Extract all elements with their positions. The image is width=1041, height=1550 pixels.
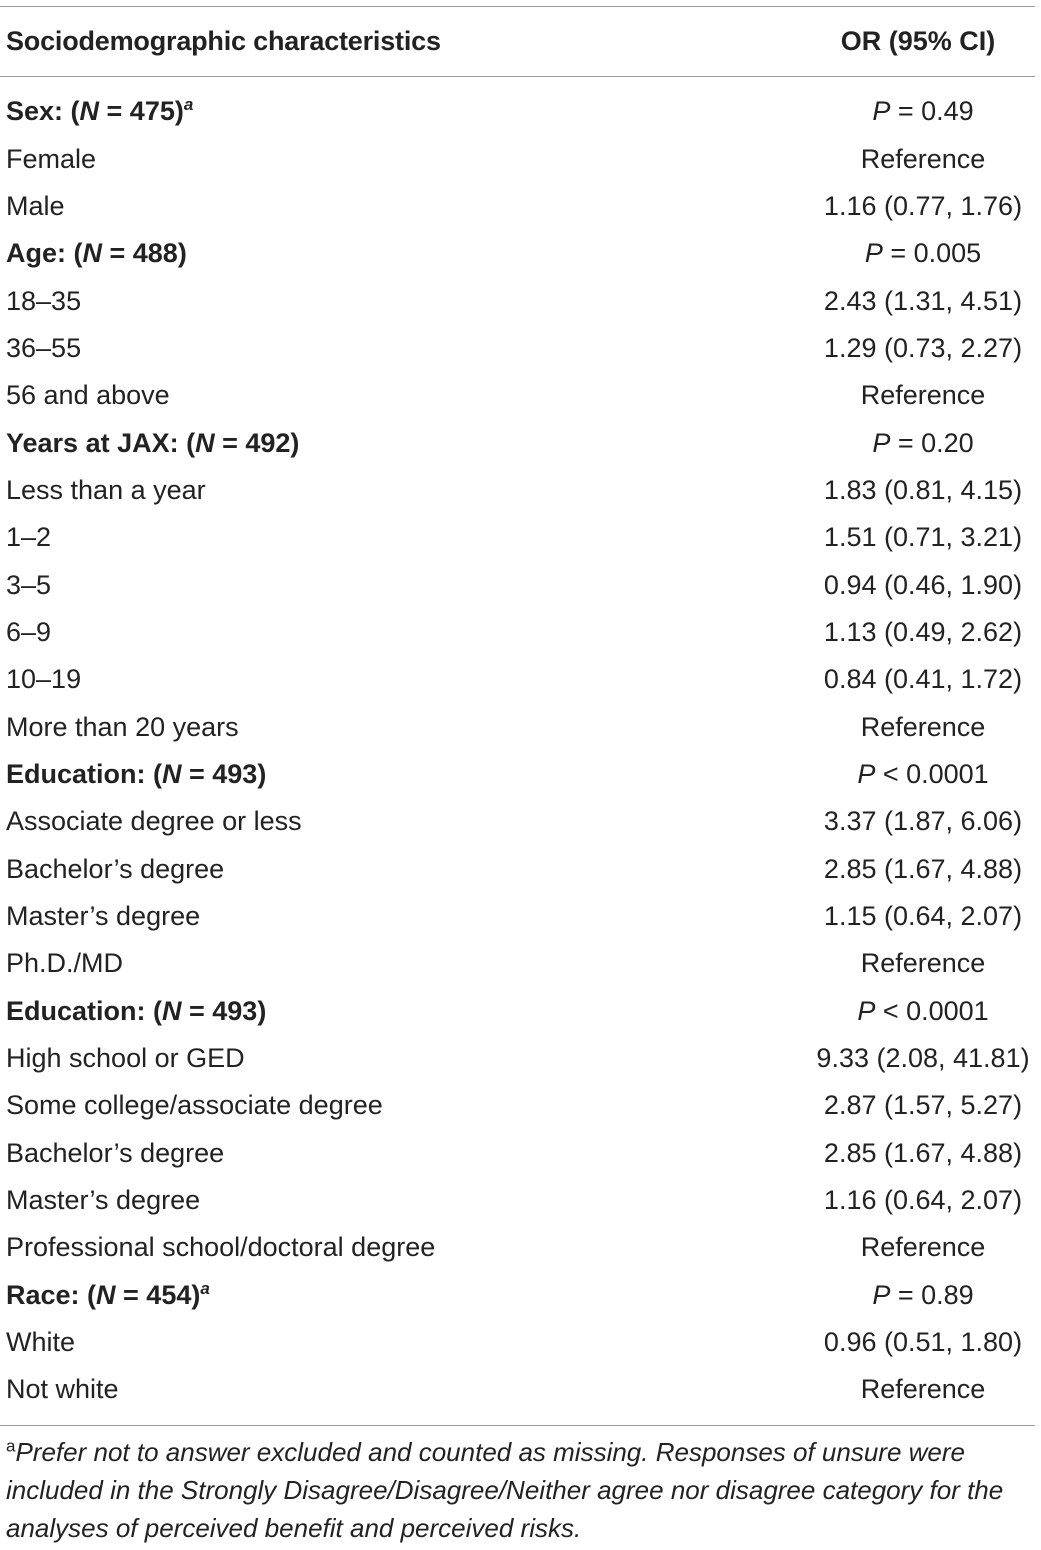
table-group-row bbox=[0, 1272, 1041, 1319]
table-row bbox=[0, 940, 1041, 987]
group-p-value: P < 0.0001 bbox=[857, 995, 989, 1026]
table-row bbox=[0, 135, 1041, 182]
row-label: Female bbox=[6, 143, 97, 174]
group-p-value: P = 0.89 bbox=[872, 1279, 974, 1310]
table-row bbox=[0, 609, 1041, 656]
row-label: 3–5 bbox=[6, 569, 52, 600]
group-p-value: P = 0.49 bbox=[872, 96, 974, 127]
table-row bbox=[0, 277, 1041, 324]
table-row bbox=[0, 1224, 1041, 1271]
group-label: Years at JAX: (N = 492) bbox=[6, 427, 300, 458]
table-row bbox=[0, 798, 1041, 845]
row-label: Not white bbox=[6, 1374, 119, 1405]
table-row bbox=[0, 1177, 1041, 1224]
table-row bbox=[0, 561, 1041, 608]
group-p-value: P < 0.0001 bbox=[857, 758, 989, 789]
row-label: Ph.D./MD bbox=[6, 948, 124, 979]
group-label: Education: (N = 493) bbox=[6, 995, 267, 1026]
row-odds-ratio: Reference bbox=[860, 948, 986, 979]
footnote-ref: a bbox=[200, 1278, 210, 1298]
row-odds-ratio: Reference bbox=[860, 143, 986, 174]
table-row bbox=[0, 1130, 1041, 1177]
row-odds-ratio: 1.83 (0.81, 4.15) bbox=[823, 474, 1023, 505]
table-header bbox=[6, 20, 1035, 62]
table-row bbox=[0, 514, 1041, 561]
row-label: 18–35 bbox=[6, 285, 82, 316]
group-label: Education: (N = 493) bbox=[6, 758, 267, 789]
row-label: Master’s degree bbox=[6, 1185, 201, 1216]
footnote-ref: a bbox=[183, 95, 194, 115]
row-label: 10–19 bbox=[6, 664, 82, 695]
table-row bbox=[0, 1319, 1041, 1366]
table-row bbox=[0, 893, 1041, 940]
row-label: 6–9 bbox=[6, 616, 52, 647]
row-odds-ratio: 2.87 (1.57, 5.27) bbox=[823, 1090, 1023, 1121]
row-label: 56 and above bbox=[6, 380, 170, 411]
table-top-rule bbox=[0, 6, 1035, 7]
row-label: Some college/associate degree bbox=[6, 1090, 383, 1121]
group-p-value: P = 0.005 bbox=[864, 238, 982, 269]
row-odds-ratio: 2.43 (1.31, 4.51) bbox=[823, 285, 1023, 316]
row-odds-ratio: Reference bbox=[860, 380, 986, 411]
row-odds-ratio: Reference bbox=[860, 1232, 986, 1263]
table-footnote bbox=[6, 1433, 1036, 1547]
row-odds-ratio: 1.15 (0.64, 2.07) bbox=[823, 901, 1023, 932]
table-bottom-rule bbox=[0, 1425, 1035, 1426]
row-label: White bbox=[6, 1327, 76, 1358]
row-label: Professional school/doctoral degree bbox=[6, 1232, 436, 1263]
table-row bbox=[0, 703, 1041, 750]
header-characteristics: Sociodemographic characteristics bbox=[6, 25, 441, 56]
row-label: Associate degree or less bbox=[6, 806, 302, 837]
table-row bbox=[0, 325, 1041, 372]
row-odds-ratio: 0.84 (0.41, 1.72) bbox=[823, 664, 1023, 695]
table-row bbox=[0, 1035, 1041, 1082]
table-row bbox=[0, 372, 1041, 419]
group-p-value: P = 0.20 bbox=[872, 427, 974, 458]
row-odds-ratio: 1.16 (0.64, 2.07) bbox=[823, 1185, 1023, 1216]
group-label: Race: (N = 454)$^a$ bbox=[6, 1278, 210, 1310]
table-body bbox=[0, 88, 1041, 1414]
row-odds-ratio: 3.37 (1.87, 6.06) bbox=[823, 806, 1023, 837]
table-group-row bbox=[0, 419, 1041, 466]
row-label: Bachelor’s degree bbox=[6, 1137, 225, 1168]
table-group-row bbox=[0, 988, 1041, 1035]
row-label: High school or GED bbox=[6, 1043, 245, 1074]
row-label: Male bbox=[6, 190, 65, 221]
table-row bbox=[0, 1366, 1041, 1413]
table-row bbox=[0, 467, 1041, 514]
row-odds-ratio: 1.16 (0.77, 1.76) bbox=[823, 190, 1023, 221]
table-group-row bbox=[0, 88, 1041, 135]
table-group-row bbox=[0, 751, 1041, 798]
row-odds-ratio: Reference bbox=[860, 1374, 986, 1405]
row-odds-ratio: 1.13 (0.49, 2.62) bbox=[823, 616, 1023, 647]
footnote-text: Prefer not to answer excluded and counted as missing. Responses of unsure were included in the Strongly Disagree/Disagree/Neither agree nor disagree category for the analyses of perceived benefit and perceived risks. bbox=[6, 1437, 1004, 1543]
row-odds-ratio: 1.51 (0.71, 3.21) bbox=[823, 522, 1023, 553]
table-row bbox=[0, 656, 1041, 703]
row-odds-ratio: 1.29 (0.73, 2.27) bbox=[823, 332, 1023, 363]
group-label: Age: (N = 488) bbox=[6, 238, 187, 269]
row-label: 1–2 bbox=[6, 522, 52, 553]
group-label: Sex: (N = 475)$^a$ bbox=[6, 95, 194, 127]
header-or-ci: OR (95% CI) bbox=[840, 25, 996, 56]
row-label: Bachelor’s degree bbox=[6, 853, 225, 884]
footnote-marker: a bbox=[6, 1436, 16, 1456]
table-header-rule bbox=[0, 76, 1035, 77]
row-odds-ratio: 0.96 (0.51, 1.80) bbox=[823, 1327, 1023, 1358]
row-odds-ratio: Reference bbox=[860, 711, 986, 742]
row-label: Master’s degree bbox=[6, 901, 201, 932]
table-group-row bbox=[0, 230, 1041, 277]
table-row bbox=[0, 846, 1041, 893]
row-label: 36–55 bbox=[6, 332, 82, 363]
row-odds-ratio: 9.33 (2.08, 41.81) bbox=[816, 1043, 1030, 1074]
row-odds-ratio: 2.85 (1.67, 4.88) bbox=[823, 1137, 1023, 1168]
row-label: Less than a year bbox=[6, 474, 206, 505]
row-odds-ratio: 2.85 (1.67, 4.88) bbox=[823, 853, 1023, 884]
row-label: More than 20 years bbox=[6, 711, 239, 742]
table-row bbox=[0, 183, 1041, 230]
table-row bbox=[0, 1082, 1041, 1129]
row-odds-ratio: 0.94 (0.46, 1.90) bbox=[823, 569, 1023, 600]
